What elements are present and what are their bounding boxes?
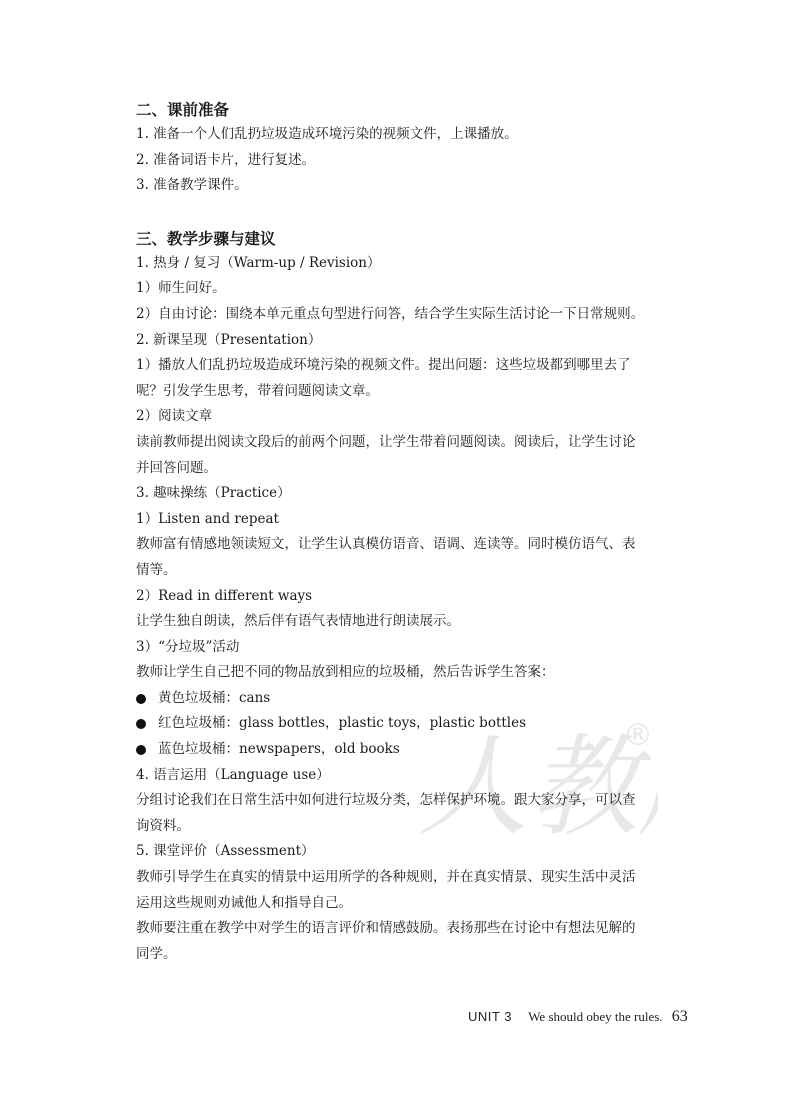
prep-item-3: 3. 准备教学课件。 xyxy=(136,177,248,194)
practice-step-1-line-1: 教师富有情感地领读短文，让学生认真模仿语音、语调、连读等。同时模仿语气、表 xyxy=(136,536,636,553)
presentation-heading: 2. 新课呈现（Presentation） xyxy=(136,331,322,348)
assessment-p1-line-2: 运用这些规则劝诫他人和指导自己。 xyxy=(136,894,352,911)
presentation-step-2-line-1: 读前教师提出阅读文段后的前两个问题，让学生带着问题阅读。阅读后，让学生讨论 xyxy=(136,433,636,450)
practice-step-3-line-1: 教师让学生自己把不同的物品放到相应的垃圾桶，然后告诉学生答案： xyxy=(136,664,555,681)
practice-step-1-line-2: 情等。 xyxy=(136,561,177,578)
prep-item-1: 1. 准备一个人们乱扔垃圾造成环境污染的视频文件，上课播放。 xyxy=(136,126,518,142)
presentation-step-1-line-1: 1）播放人们乱扔垃圾造成环境污染的视频文件。提出问题：这些垃圾都到哪里去了 xyxy=(136,357,631,374)
practice-step-1: 1）Listen and repeat xyxy=(136,510,279,527)
warmup-step-2: 2）自由讨论：围绕本单元重点句型进行问答，结合学生实际生活讨论一下日常规则。 xyxy=(136,305,645,322)
bin-item-red xyxy=(136,711,716,737)
practice-step-2: 2）Read in different ways xyxy=(136,587,313,604)
page-number: 63 xyxy=(671,1008,688,1025)
watermark-text: 人教 xyxy=(418,723,638,851)
bullet-icon xyxy=(136,694,146,704)
practice-heading: 3. 趣味操练（Practice） xyxy=(136,485,291,502)
prep-item-2: 2. 准备词语卡片，进行复述。 xyxy=(136,151,316,168)
main-content xyxy=(136,98,716,967)
footer-unit: UNIT 3 xyxy=(468,1009,512,1024)
section-title-prep: 二、课前准备 xyxy=(136,101,230,119)
presentation-step-2-line-2: 并回答问题。 xyxy=(136,459,217,476)
practice-step-2-line-1: 让学生独自朗读，然后伴有语气表情地进行朗读展示。 xyxy=(136,613,460,630)
footer-unit-title: We should obey the rules. xyxy=(528,1009,663,1024)
bin-item-text: 红色垃圾桶：glass bottles，plastic toys，plastic bottles xyxy=(158,715,527,732)
assessment-p1-line-1: 教师引导学生在真实的情景中运用所学的各种规则，并在真实情景、现实生活中灵活 xyxy=(136,869,636,886)
bin-item-yellow xyxy=(136,686,716,712)
watermark-registered: ® xyxy=(623,718,653,753)
assessment-heading: 5. 课堂评价（Assessment） xyxy=(136,843,315,860)
presentation-step-1-line-2: 呢？引发学生思考，带着问题阅读文章。 xyxy=(136,382,379,399)
page-footer xyxy=(468,1008,718,1026)
section-title-steps: 三、教学步骤与建议 xyxy=(136,229,276,248)
practice-step-3: 3）“分垃圾”活动 xyxy=(136,638,240,655)
bin-item-text: 蓝色垃圾桶：newspapers，old books xyxy=(158,741,400,758)
bullet-icon xyxy=(136,745,146,755)
warmup-step-1: 1）师生问好。 xyxy=(136,280,226,297)
warmup-heading: 1. 热身 / 复习（Warm-up / Revision） xyxy=(136,254,381,271)
bullet-icon xyxy=(136,719,146,729)
language-heading: 4. 语言运用（Language use） xyxy=(136,766,330,783)
language-line-1: 分组讨论我们在日常生活中如何进行垃圾分类，怎样保护环境。跟大家分享，可以查 xyxy=(136,792,636,809)
language-line-2: 询资料。 xyxy=(136,817,190,834)
assessment-p2-line-2: 同学。 xyxy=(136,945,177,962)
assessment-p2-line-1: 教师要注重在教学中对学生的语言评价和情感鼓励。表扬那些在讨论中有想法见解的 xyxy=(136,920,636,937)
bin-item-blue xyxy=(136,737,716,763)
bin-item-text: 黄色垃圾桶：cans xyxy=(158,689,271,706)
presentation-step-2: 2）阅读文章 xyxy=(136,408,213,425)
